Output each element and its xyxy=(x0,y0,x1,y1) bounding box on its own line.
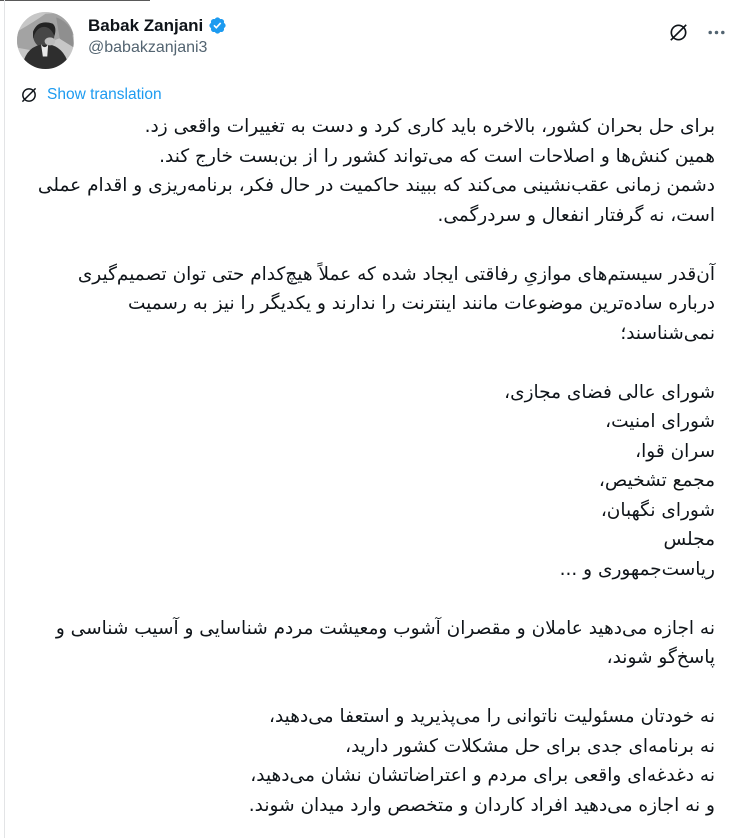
screenshot-crop-artifact xyxy=(0,0,150,1)
tweet-blank-line xyxy=(30,230,715,260)
tweet-text-line: نه خودتان مسئولیت ناتوانی را می‌پذیرید و استعفا می‌دهید، xyxy=(269,706,715,727)
author-handle[interactable]: @babakzanjani3 xyxy=(88,39,208,56)
more-options-button[interactable] xyxy=(706,22,727,43)
tweet-text-line: مجلس xyxy=(663,529,715,550)
avatar[interactable] xyxy=(17,12,74,69)
author-block xyxy=(88,12,227,58)
tweet-text-line: ریاست‌جمهوری و ... xyxy=(559,558,715,580)
tweet-text-line: نه اجازه می‌دهید عاملان و مقصران آشوب ومعیشت مردم شناسایی و آسیب شناسی و پاسخ‌گو شوند، xyxy=(55,617,715,668)
tweet-blank-line xyxy=(30,348,715,378)
tweet-blank-line xyxy=(30,673,715,703)
tweet-text-line: سران قوا، xyxy=(635,440,715,462)
tweet-text-line: و نه اجازه می‌دهید افراد کاردان و متخصص وارد میدان شوند. xyxy=(248,794,715,816)
tweet-text-line: برای حل بحران کشور، بالاخره باید کاری کرد و دست به تغییرات واقعی زد. xyxy=(144,116,715,137)
tweet-header xyxy=(0,0,737,69)
author-name[interactable]: Babak Zanjani xyxy=(88,16,204,35)
tweet-text-line: آن‌قدر سیستم‌های موازیِ رفاقتی ایجاد شده که عملاً هیچ‌کدام حتی توان تصمیم‌گیری درباره ساده‌ترین موضوعات مانند اینترنت را ندارند و یکدیگر را نیز به رسمیت نمی‌شناسند؛ xyxy=(77,263,715,344)
left-border-line xyxy=(4,0,5,838)
tweet-blank-line xyxy=(30,584,715,614)
tweet-text-line: نه برنامه‌ای جدی برای حل مشکلات کشور دارید، xyxy=(345,735,715,757)
tweet-text-line: همین کنش‌ها و اصلاحات است که می‌تواند کشور را از بن‌بست خارج کند. xyxy=(159,145,715,167)
tweet-text-line: دشمن زمانی عقب‌نشینی می‌کند که ببیند حاکمیت در حال فکر، برنامه‌ریزی و اقدام عملی است، نه گرفتار انفعال و سردرگمی. xyxy=(37,175,715,226)
header-actions xyxy=(668,12,733,43)
more-options-icon xyxy=(706,22,727,43)
show-translation-label: Show translation xyxy=(47,86,162,103)
tweet-text xyxy=(0,105,737,820)
tweet-text-line: شورای امنیت، xyxy=(605,411,715,432)
translate-grok-icon xyxy=(20,86,38,104)
tweet-text-line: شورای نگهبان، xyxy=(600,499,715,521)
author-name-row xyxy=(88,15,227,36)
avatar-photo xyxy=(17,12,74,69)
tweet-text-line: مجمع تشخیص، xyxy=(598,470,715,491)
tweet-text-line: شورای عالی فضای مجازی، xyxy=(504,381,715,403)
verified-badge-icon xyxy=(208,16,227,35)
grok-slash-icon xyxy=(668,22,689,43)
tweet-text-line: نه دغدغه‌ای واقعی برای مردم و اعتراضاتشان نشان می‌دهید، xyxy=(250,765,715,786)
grok-actions-button[interactable] xyxy=(668,22,689,43)
show-translation-button[interactable] xyxy=(20,85,162,105)
